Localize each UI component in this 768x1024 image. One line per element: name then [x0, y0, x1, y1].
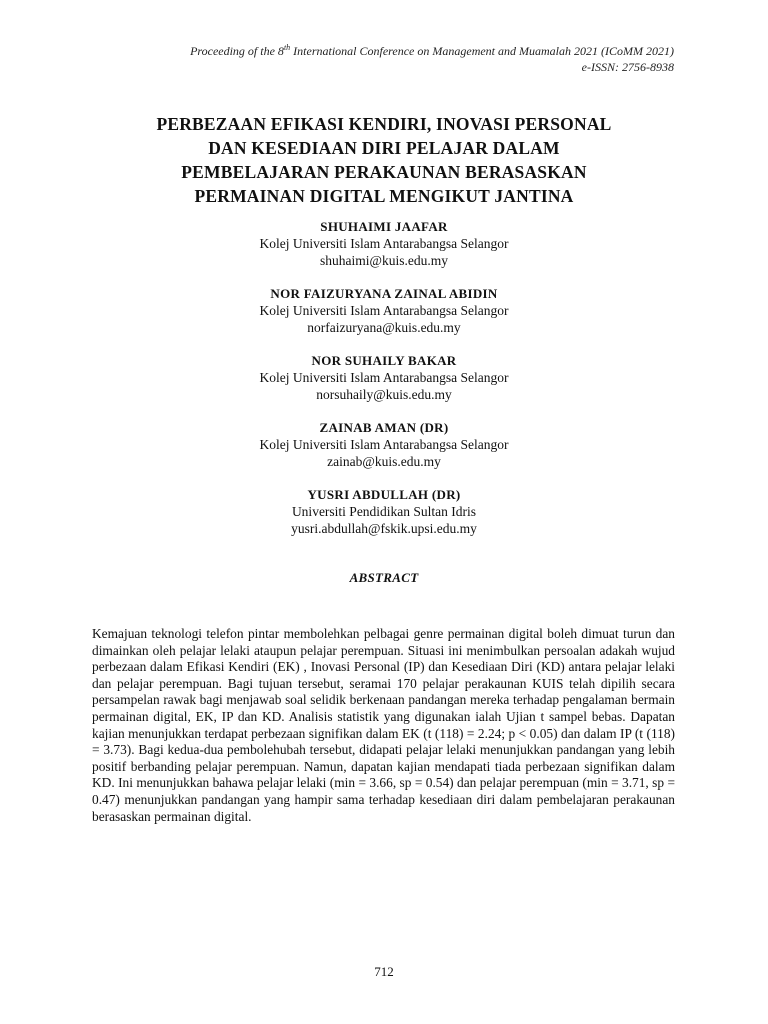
running-header [190, 43, 674, 75]
header-ordinal-suffix: th [283, 43, 291, 52]
page-number: 712 [374, 964, 394, 979]
header-issn: e-ISSN: 2756-8938 [581, 60, 674, 74]
author-affiliation: Kolej Universiti Islam Antarabangsa Selangor [259, 370, 509, 385]
author-email[interactable]: shuhaimi@kuis.edu.my [320, 253, 448, 268]
abstract-body: Kemajuan teknologi telefon pintar membolehkan pelbagai genre permainan digital boleh dimuat turun dan dimainkan oleh pelajar lelaki ataupun pelajar perempuan. Situasi ini menimbulkan persoalan adakah wujud perbezaan dalam Efikasi Kendiri (EK) , Inovasi Personal (IP) dan Kesediaan Diri (KD) antara pelajar lelaki dan pelajar perempuan. Bagi tujuan tersebut, seramai 170 pelajar perakaunan KUIS telah dipilih secara persampelan rawak bagi menjawab soal selidik berkenaan pandangan mereka terhadap pengalaman bermain permainan digital, EK, IP dan KD. Analisis statistik yang digunakan ialah Ujian t sampel bebas. Dapatan kajian menunjukkan terdapat perbezaan signifikan dalam EK (t (118) = 2.24; p < 0.05) dan dalam IP (t (118) = 3.73). Bagi kedua-dua pembolehubah tersebut, didapati pelajar lelaki menunjukkan pandangan yang lebih positif berbanding pelajar perempuan. Namun, dapatan kajian mendapati tiada perbezaan signifikan dalam KD. Ini menunjukkan bahawa pelajar lelaki (min = 3.66, sp = 0.54) dan pelajar perempuan (min = 3.71, sp = 0.47) menunjukkan pandangan yang hampir sama terhadap kesediaan diri dalam pembelajaran perakaunan berasaskan permainan digital. [92, 626, 675, 824]
title-line: PERMAINAN DIGITAL MENGIKUT JANTINA [194, 186, 574, 206]
author-email[interactable]: yusri.abdullah@fskik.upsi.edu.my [291, 521, 477, 536]
header-conference-suffix: International Conference on Management and Muamalah 2021 (ICoMM 2021) [290, 44, 674, 58]
author-email[interactable]: norfaizuryana@kuis.edu.my [307, 320, 461, 335]
author-block [60, 285, 708, 336]
author-name: NOR SUHAILY BAKAR [311, 353, 457, 368]
author-name: ZAINAB AMAN (DR) [319, 420, 449, 435]
author-block [60, 486, 708, 537]
author-list [60, 218, 708, 553]
header-conference-prefix: Proceeding of the 8 [190, 44, 284, 58]
author-affiliation: Universiti Pendidikan Sultan Idris [291, 504, 477, 519]
author-email[interactable]: norsuhaily@kuis.edu.my [316, 387, 452, 402]
title-line: PERBEZAAN EFIKASI KENDIRI, INOVASI PERSONAL [156, 114, 612, 134]
author-affiliation: Kolej Universiti Islam Antarabangsa Selangor [259, 236, 509, 251]
author-affiliation: Kolej Universiti Islam Antarabangsa Selangor [259, 437, 509, 452]
title-line: DAN KESEDIAAN DIRI PELAJAR DALAM [208, 138, 560, 158]
header-conference-line [190, 43, 674, 59]
author-block [60, 419, 708, 470]
abstract-heading: ABSTRACT [349, 570, 419, 585]
author-affiliation: Kolej Universiti Islam Antarabangsa Selangor [259, 303, 509, 318]
author-name: NOR FAIZURYANA ZAINAL ABIDIN [270, 286, 498, 301]
author-block [60, 218, 708, 269]
author-block [60, 352, 708, 403]
paper-title [60, 112, 708, 208]
author-name: SHUHAIMI JAAFAR [320, 219, 448, 234]
author-email[interactable]: zainab@kuis.edu.my [327, 454, 441, 469]
title-line: PEMBELAJARAN PERAKAUNAN BERASASKAN [181, 162, 587, 182]
author-name: YUSRI ABDULLAH (DR) [307, 487, 461, 502]
